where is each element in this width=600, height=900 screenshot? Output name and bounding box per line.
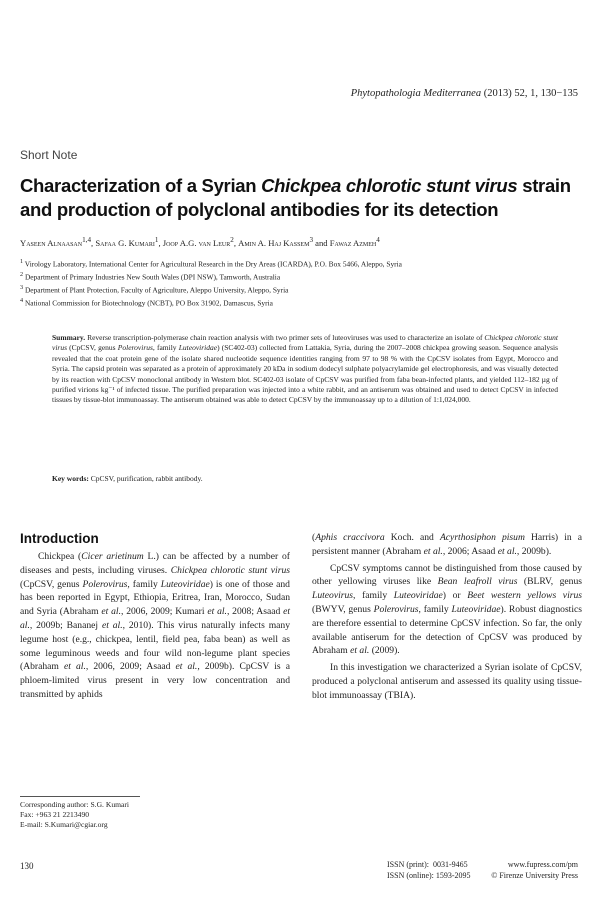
affiliation	[20, 257, 580, 270]
italic-run: Polerovirus	[82, 578, 128, 590]
italic-run: Polerovirus	[373, 603, 419, 615]
italic-run: et al.	[497, 545, 517, 557]
text-run: ). Robust diagnostics are therefore essential to determine CpCSV infection. So far, the only available antiserum for the detection of CpCSV was produced by Abraham	[312, 603, 582, 657]
italic-run: et al.	[175, 661, 198, 673]
abstract-italic: Polerovirus	[117, 343, 153, 353]
italic-run: Luteovirus	[312, 590, 354, 602]
affil-text: Department of Plant Protection, Faculty of Agriculture, Aleppo University, Aleppo, Syria	[24, 285, 289, 295]
author-affil-sup: 3	[309, 236, 314, 244]
journal-name: Phytopathologia Mediterranea	[350, 88, 482, 99]
text-run: , family	[418, 603, 452, 615]
text-run: , 2009b).	[516, 545, 552, 557]
abstract	[52, 333, 558, 406]
italic-run: et al.	[20, 606, 290, 631]
text-run: , family	[353, 590, 394, 602]
keywords	[52, 474, 558, 483]
italic-run: Aphis craccivora	[315, 532, 385, 543]
text-run: , 2010). This virus naturally infects many legume host (e.g., chickpea, lentil, field pea, faba bean) as well as some leguminous weeds and four wild non-legume plant species (Abraham	[20, 619, 291, 673]
text-run: Koch. and	[384, 532, 440, 543]
italic-run: et al.	[63, 661, 86, 673]
website-link[interactable]: www.fupress.com/pm	[507, 860, 578, 869]
section-heading-introduction: Introduction	[20, 531, 99, 546]
italic-run: et al.	[101, 606, 121, 618]
author-conjunction: and	[315, 237, 328, 248]
affiliation	[20, 296, 580, 309]
italic-run: Luteoviridae	[393, 590, 443, 602]
abstract-text: Reverse transcription-polymerase chain reaction analysis with two primer sets of luteoviruses was used to characterize an isolate of	[85, 333, 485, 342]
publisher: © Firenze University Press	[491, 870, 578, 880]
issn-online: ISSN (online): 1593-2095	[387, 870, 471, 880]
affil-sup: 1	[20, 259, 24, 265]
italic-run: et al.	[101, 619, 123, 631]
title-virus-name: Chickpea chlorotic stunt virus	[261, 175, 518, 196]
affil-sup: 2	[20, 272, 24, 279]
italic-run: et al.	[207, 606, 227, 618]
author-affil-sup: 1,4	[82, 236, 92, 244]
italic-run: Acyrthosiphon pisum	[439, 532, 525, 543]
italic-run: Cicer arietinum	[81, 551, 144, 562]
footnote-divider	[20, 796, 140, 797]
author: Safaa G. Kumari	[95, 237, 155, 248]
author-affil-sup: 1	[154, 236, 159, 244]
text-run: , 2009b). CpCSV is a phloem-limited virus present in very low concentration and transmitted by aphids	[20, 661, 290, 700]
keywords-label: Key words:	[52, 474, 89, 483]
text-run: ) or	[442, 590, 468, 602]
text-run: In this investigation we characterized a Syrian isolate of CpCSV, produced a polyclonal antiserum and assessed its quality using tissue-blot immunoassay (TBIA).	[312, 662, 582, 701]
author-list: Yaseen Alnaasan$^{1,4}$, Safaa G. Kumari$^1$, Joop A.G. van Leur$^2$, Amin A. Haj Kassem$^3$ and Fawaz Azmeh$^4$	[20, 236, 380, 248]
text-run: Harris) in a persistent manner (Abraham	[312, 532, 582, 557]
text-run: (CpCSV, genus	[20, 578, 83, 590]
paragraph	[20, 550, 290, 702]
author: Yaseen Alnaasan	[20, 237, 83, 248]
text-run: L.) can be affected by a number of diseases and pests, including viruses.	[20, 551, 290, 576]
paragraph	[312, 562, 582, 659]
text-run: , 2009b; Bananej	[29, 619, 102, 631]
corresponding-author: Corresponding author: S.G. Kumari	[20, 800, 130, 809]
issn-block	[387, 860, 471, 881]
abstract-text: ) (SC402-03) collected from Lattakia, Syria, during the 2007–2008 chickpea growing season. Sequence analysis revealed that the coat protein gene of the isolate shared nucleotide sequence identities ranging from 97 to 98 % with the CpCSV isolates from Egypt, Morocco and Syria. The capsid protein was separated as a protein of approximately 20 kDa in sodium dodecyl sulphate polyacrylamide gel electrophoresis, and was visually detected by its reaction with CpCSV monoclonal antibody in Western blot. SC402-03 isolate of CpCSV was purified from faba bean-infected plants, and yielded 112–182 µg of purified virions kg⁻¹ of infected tissue. The purified preparation was injected into a white rabbit, and an antiserum was obtained and used to detect CpCSV in infected tissues by tissue-blot immunoassay. The antiserum obtained was able to detect CpCSV by the immunoassay up to a dilution of 1:1,024,000.	[52, 343, 558, 405]
keywords-text: CpCSV, purification, rabbit antibody.	[88, 474, 203, 483]
citation: (2013) 52, 1, 130−135	[483, 88, 578, 99]
text-run: (	[312, 532, 316, 543]
section-label: Short Note	[20, 148, 78, 162]
text-run: , family	[127, 578, 161, 590]
italic-run: et al.	[350, 645, 370, 657]
text-run: ) is one of those and has been reported in Egypt, Ethiopia, Eritrea, Iran, Morocco, Sudan and Syria (Abraham	[20, 578, 290, 618]
affil-text: Virology Laboratory, International Center for Agricultural Research in the Dry Areas (ICARDA), P.O. Box 5466, Aleppo, Syria	[24, 259, 402, 269]
affiliation	[20, 283, 580, 296]
italic-run: Luteoviridae	[451, 603, 501, 615]
abstract-italic: Chickpea chlorotic stunt virus	[52, 333, 558, 353]
paragraph	[312, 531, 582, 559]
publisher-block	[491, 860, 578, 881]
author: Joop A.G. van Leur	[162, 237, 231, 248]
page-number: 130	[20, 861, 34, 871]
abstract-text: , family	[152, 343, 179, 353]
journal-citation	[351, 88, 578, 99]
abstract-label: Summary.	[52, 333, 86, 342]
affil-sup: 3	[20, 285, 24, 292]
paragraph	[312, 661, 582, 702]
title-part: Characterization of a Syrian	[20, 175, 262, 196]
affiliations	[20, 257, 580, 309]
affil-text: Department of Primary Industries New South Wales (DPI NSW), Tamworth, Australia	[24, 272, 281, 282]
author: Amin A. Haj Kassem	[238, 237, 310, 248]
text-run: (2009).	[369, 645, 400, 657]
correspondence-footnote	[20, 800, 129, 831]
text-run: , 2008; Asaad	[226, 606, 284, 618]
affiliation	[20, 270, 580, 283]
italic-run: Bean leafroll virus	[437, 576, 518, 588]
email: E-mail: S.Kumari@cgiar.org	[20, 820, 108, 830]
body-column-right	[312, 531, 582, 703]
author-affil-sup: 4	[376, 236, 380, 244]
text-run: Chickpea (	[38, 551, 82, 562]
abstract-text: (CpCSV, genus	[67, 343, 118, 353]
author: Fawaz Azmeh	[329, 237, 377, 248]
affil-text: National Commission for Biotechnology (NCBT), PO Box 31902, Damascus, Syria	[24, 298, 273, 308]
italic-run: Beet western yellows virus	[467, 590, 582, 602]
affil-sup: 4	[20, 298, 24, 305]
body-column-left	[20, 550, 290, 702]
fax: Fax: +963 21 2213490	[20, 810, 90, 820]
text-run: , 2006, 2009; Asaad	[85, 661, 176, 673]
text-run: (BLRV, genus	[517, 576, 582, 588]
italic-run: Chickpea chlorotic stunt virus	[170, 564, 290, 576]
text-run: , 2006, 2009; Kumari	[121, 606, 208, 618]
italic-run: et al.	[423, 545, 443, 557]
author-affil-sup: 2	[230, 236, 234, 244]
text-run: CpCSV symptoms cannot be distinguished from those caused by other yellowing viruses like	[312, 562, 582, 588]
italic-run: Luteoviridae	[160, 578, 210, 590]
abstract-italic: Luteoviridae	[178, 343, 218, 353]
title-part: strain and production of polyclonal antibodies for its detection	[20, 175, 571, 220]
text-run: , 2006; Asaad	[442, 545, 498, 557]
text-run: (BWYV, genus	[312, 603, 374, 615]
paper-title	[20, 174, 580, 222]
issn-print: ISSN (print): 0031-9465	[387, 860, 468, 869]
